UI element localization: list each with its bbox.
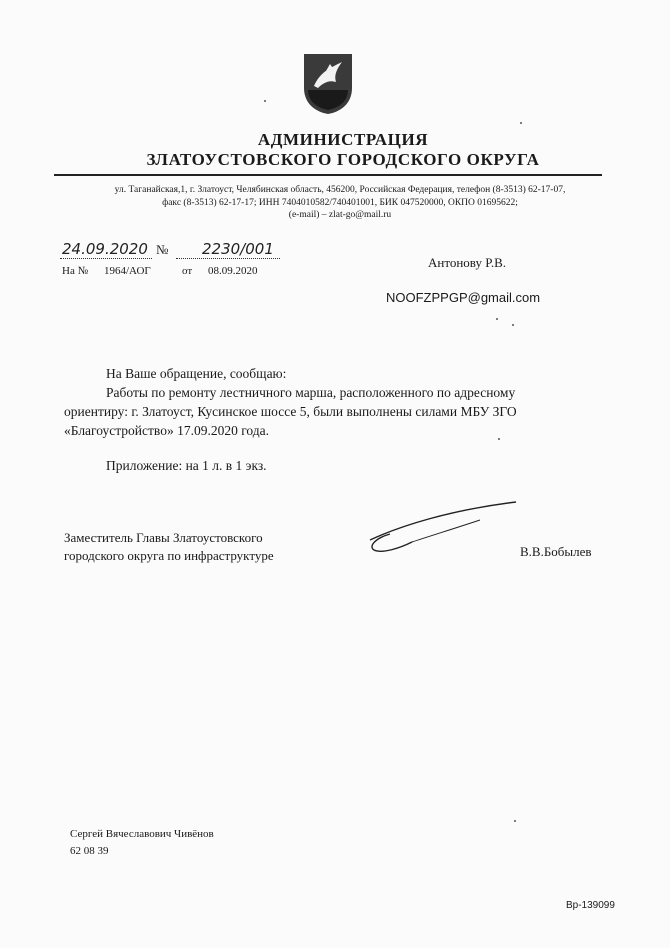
contacts-address: ул. Таганайская,1, г. Златоуст, Челябинская область, 456200, Российская Федерация, телефон (8-3513) 62-17-07, [114,185,566,195]
contacts-requisites: факс (8-3513) 62-17-17; ИНН 7404010582/740401001, БИК 047520000, ОКПО 01695622; [162,197,518,208]
contacts-email: (e-mail) – zlat-go@mail.ru [288,210,392,220]
number-underline [176,258,280,259]
scan-speck [498,438,500,440]
body-line-3: ориентиру: г. Златоуст, Кусинское шоссе 5, были выполнены силами МБУ ЗГО [64,404,517,419]
addressee-email: NOOFZPPGP@gmail.com [386,290,541,305]
outgoing-number: 2230/001 [202,240,274,258]
executor-name: Сергей Вячеславович Чивёнов [70,828,214,840]
scan-speck [512,324,514,326]
ref-number: 1964/АОГ [104,265,151,277]
signatory-title-line1: Заместитель Главы Златоустовского [64,530,263,545]
header-divider [54,174,602,176]
ref-from-label: от [182,265,193,277]
org-name-line2: ЗЛАТОУСТОВСКОГО ГОРОДСКОГО ОКРУГА [146,150,540,169]
addressee-name: Антонову Р.В. [428,255,507,270]
body-line-2: Работы по ремонту лестничного марша, расположенного по адресному [106,385,516,400]
org-contacts [40,184,640,222]
body-line-4: «Благоустройство» 17.09.2020 года. [64,423,269,438]
scan-speck [520,122,522,124]
executor-phone: 62 08 39 [70,845,109,857]
body-line-1: На Ваше обращение, сообщаю: [106,366,287,381]
coat-of-arms-icon [300,50,356,116]
signatory-title-line2: городского округа по инфраструктуре [64,548,274,563]
scan-speck [264,100,266,102]
scan-speck [496,318,498,320]
attachment-note: Приложение: на 1 л. в 1 экз. [106,458,267,473]
signatory-name: В.В.Бобылев [520,544,592,559]
ref-date: 08.09.2020 [208,265,258,277]
date-underline [60,258,152,259]
registration-number: Вр-139099 [566,900,615,911]
ref-label: На № [62,265,89,277]
org-name-line1: АДМИНИСТРАЦИЯ [257,130,429,149]
handwritten-signature [360,496,520,556]
scan-speck [514,820,516,822]
number-sign: № [156,242,169,257]
outgoing-date: 24.09.2020 [62,240,148,258]
